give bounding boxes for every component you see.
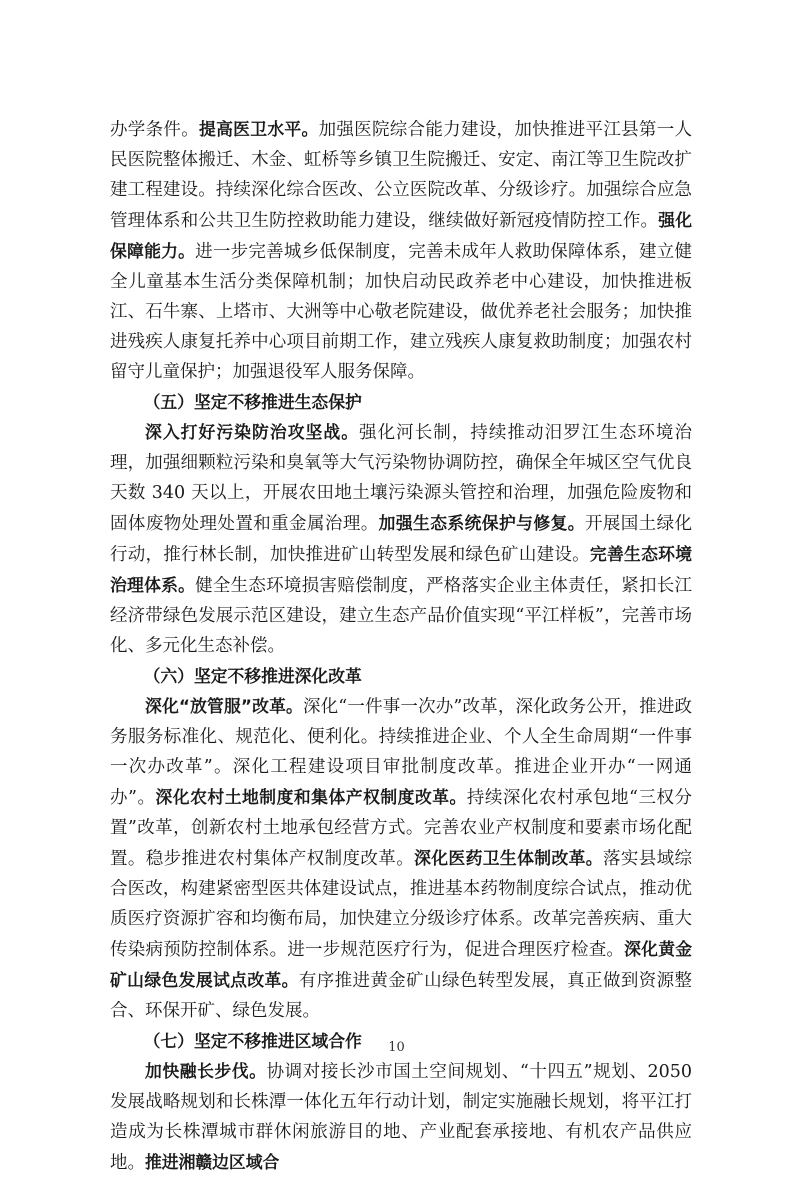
document-body: [110, 114, 692, 1178]
bold-lead-phrase: 深化农村土地制度和集体产权制度改革。: [155, 787, 467, 807]
paragraph-text: 办学条件。: [110, 120, 199, 140]
bold-lead-phrase: 深入打好污染防治攻坚战。: [145, 422, 360, 442]
section-heading: （六）坚定不移推进深化改革: [143, 666, 362, 686]
paragraph-text: 加强医院综合能力建设，加快推进平江县第一人民医院整体搬迁、木金、虹桥等乡镇卫生院搬迁、安定、南江等卫生院改扩建工程建设。持续深化综合医改、公立医院改革、分级诊疗。加强综合应急管理体系和公共卫生防控救助能力建设，继续做好新冠疫情防控工作。: [110, 120, 693, 231]
bold-lead-phrase: 强化保障能力。: [110, 210, 692, 261]
paragraph-text: 强化河长制，持续推动汨罗江生态环境治理，加强细颗粒污染和臭氧等大气污染物协调防控，确保全年城区空气优良天数 340 天以上，开展农田地土壤污染源头管控和治理，加强危险废物和固体废物处理处置和重金属治理。: [110, 423, 692, 534]
bold-lead-phrase: 深化“放管服”改革。: [145, 696, 303, 716]
paragraph-text: 落实县域综合医改，构建紧密型医共体建设试点，推进基本药物制度综合试点，推动优质医疗资源扩容和均衡布局，加快建立分级诊疗体系。改革完善疾病、重大传染病预防控制体系。进一步规范医疗行为，促进合理医疗检查。: [110, 849, 693, 960]
paragraph-text: 开展国土绿化行动，推行林长制，加快推进矿山转型发展和绿色矿山建设。: [110, 514, 693, 565]
section-heading: （七）坚定不移推进区域合作: [143, 1031, 362, 1051]
paragraph-text: 持续深化农村承包地“三权分置”改革，创新农村土地承包经营方式。完善农业产权制度和要素市场化配置。稳步推进农村集体产权制度改革。: [110, 788, 692, 869]
body-paragraph: [110, 417, 692, 661]
body-paragraph: [110, 691, 692, 1026]
body-paragraph: [110, 1056, 692, 1178]
bold-lead-phrase: 完善生态环境治理体系。: [110, 544, 692, 595]
section-heading: （五）坚定不移推进生态保护: [143, 392, 362, 412]
paragraph-text: 健全生态环境损害赔偿制度，严格落实企业主体责任，紧扣长江经济带绿色发展示范区建设，建立生态产品价值实现“平江样板”，完善市场化、多元化生态补偿。: [110, 576, 692, 656]
bold-lead-phrase: 深化黄金矿山绿色发展试点改革。: [110, 939, 692, 990]
paragraph-text: 深化“一件事一次办”改革，深化政务公开，推进政务服务标准化、规范化、便利化。持续推进企业、个人全生命周期“一件事一次办改革”。深化工程建设项目审批制度改革。推进企业开办“一网通办”。: [110, 697, 692, 808]
bold-lead-phrase: 加快融长步伐。: [145, 1061, 267, 1081]
bold-lead-phrase: 深化医药卫生体制改革。: [414, 848, 603, 868]
bold-lead-phrase: 加强生态系统保护与修复。: [378, 513, 585, 533]
bold-lead-phrase: 推进湘赣边区域合: [145, 1152, 280, 1172]
paragraph-text: 有序推进黄金矿山绿色转型发展，真正做到资源整合、环保开矿、绿色发展。: [110, 971, 692, 1021]
paragraph-text: 协调对接长沙市国土空间规划、“十四五”规划、2050 发展战略规划和长株潭一体化五年行动计划，制定实施融长规划，将平江打造成为长株潭城市群休闲旅游目的地、产业配套承接地、有机农产品供应地。: [110, 1062, 692, 1173]
bold-lead-phrase: 提高医卫水平。: [199, 119, 319, 139]
paragraph-text: 进一步完善城乡低保制度，完善未成年人救助保障体系，建立健全儿童基本生活分类保障机制；加快启动民政养老中心建设，加快推进板江、石牛寨、上塔市、大洲等中心敬老院建设，做优养老社会服务；加快推进残疾人康复托养中心项目前期工作，建立残疾人康复救助制度；加强农村留守儿童保护；加强退役军人服务保障。: [110, 242, 692, 382]
body-paragraph: [110, 114, 692, 387]
page-number: 10: [388, 1040, 405, 1055]
